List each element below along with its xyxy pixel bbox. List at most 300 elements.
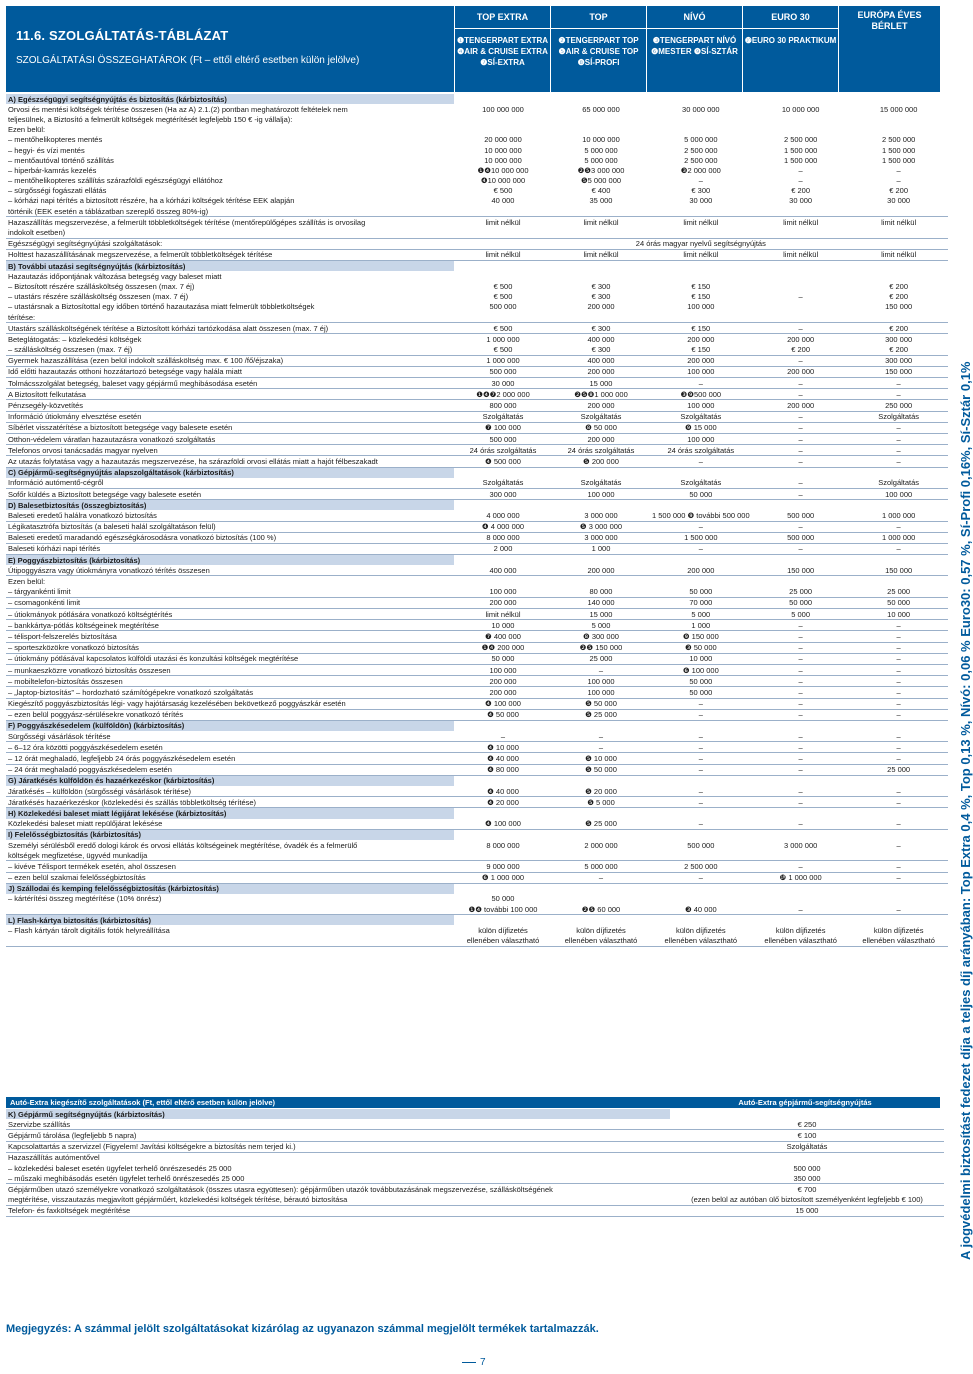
header-col-3	[646, 6, 742, 92]
row-value: –	[752, 709, 850, 720]
row-value: ❺ 50 000	[552, 698, 650, 709]
row-value: –	[650, 797, 752, 808]
row-value: € 500	[454, 323, 552, 334]
row-value: ellenében választható	[552, 936, 650, 947]
row-value	[850, 94, 948, 104]
row-value: 10 000	[850, 609, 948, 620]
row-value: külön díjfizetés	[775, 926, 826, 936]
row-value: külön díjfizetés	[576, 926, 626, 936]
row-label: Közlekedési baleset miatt repülőjárat lekésése	[6, 819, 454, 830]
row-value: limit nélkül	[485, 217, 521, 227]
row-value	[850, 500, 948, 511]
row-value: 500 000	[793, 1163, 821, 1173]
row-value: 50 000	[650, 687, 752, 698]
row-value	[752, 114, 850, 124]
row-value: 30 000 000	[682, 104, 720, 114]
row-label: Hazautazás időpontjának változása betegség vagy baleset miatt	[8, 271, 222, 281]
table-row	[6, 565, 948, 576]
row-value: 10 000 000	[582, 135, 620, 145]
row-label: Kiegészítő poggyászbiztosítás légi- vagy hajótársaság kezelésében bekövetkező poggyászkár esetén	[6, 698, 454, 709]
table-row	[6, 114, 948, 124]
row-value	[650, 808, 752, 819]
row-value	[752, 720, 850, 731]
row-value: 30 000	[454, 378, 552, 389]
row-value: ❺ 25 000	[552, 709, 650, 720]
row-value: –	[896, 176, 901, 186]
header-col-5	[838, 6, 940, 92]
row-label: Tolmácsszolgálat betegség, baleset vagy gépjármű meghibásodása esetén	[6, 378, 454, 389]
row-value: 1 000	[650, 620, 752, 631]
row-value	[850, 206, 948, 217]
row-value: –	[850, 698, 948, 709]
row-value	[650, 829, 752, 840]
table-row	[6, 576, 948, 587]
row-value: ❷❺ 60 000	[552, 904, 650, 915]
row-label: – kivéve Télisport termékek esetén, ahol összesen	[6, 861, 454, 872]
row-value: 300 000	[885, 334, 913, 344]
table-row	[6, 302, 948, 312]
row-label: költségek megfizetése, ügyvéd munkadíja	[6, 850, 454, 861]
header-col-2	[550, 6, 646, 92]
row-value: 30 000	[689, 196, 713, 206]
row-value: ❸ 40 000	[650, 904, 752, 915]
row-value	[752, 808, 850, 819]
row-value: –	[650, 786, 752, 797]
row-value: 350 000	[670, 1173, 944, 1184]
row-label: Személyi sérülésből eredő dologi károk és orvosi ellátás költségeinek megtérítése, óvadék és a felmerülő	[8, 840, 358, 850]
header-col-products: ❸TENGERPART NÍVÓ ❻MESTER ❾SÍ-SZTÁR	[651, 36, 738, 56]
row-value: 500 000	[752, 510, 850, 521]
section-row	[6, 467, 948, 478]
header-col-name: NÍVÓ	[647, 6, 742, 29]
header-title-block	[6, 6, 454, 92]
row-value: 8 000 000	[454, 532, 552, 543]
row-value: 100 000	[850, 488, 948, 499]
row-label: Gyermek hazaszállítása (ezen belül indokolt szállásköltség max. € 100 /fő/éjszaka)	[6, 355, 454, 366]
page-subtitle: SZOLGÁLTATÁSI ÖSSZEGHATÁROK (Ft – ettől eltérő esetben külön jelölve)	[16, 55, 360, 66]
row-label: C) Gépjármű-segítségnyújtás alapszolgáltatások (kárbiztosítás)	[6, 467, 454, 478]
row-value	[552, 261, 650, 272]
row-value: 15 000	[552, 609, 650, 620]
row-value: € 200	[791, 186, 811, 196]
header-col-products: ❿EURO 30 PRAKTIKUM	[744, 36, 837, 45]
row-label: történik (EEK esetén a táblázatban szereplő összeg 80%-ig)	[6, 206, 454, 217]
row-value: 50 000	[650, 676, 752, 687]
row-value: külön díjfizetés	[873, 926, 924, 936]
row-value: –	[650, 764, 752, 775]
row-label: – ezen belül poggyász-sérülésekre vonatkozó térítés	[6, 709, 454, 720]
row-value: ❺ 200 000	[552, 456, 650, 467]
row-value: 24 órás magyar nyelvű segítségnyújtás	[454, 238, 948, 249]
row-value: –	[850, 521, 948, 532]
row-value	[552, 808, 650, 819]
row-value	[454, 829, 552, 840]
row-value: 400 000	[454, 565, 552, 576]
row-label: – mentőautóval történő szállítás	[8, 155, 114, 165]
row-value: € 500	[454, 345, 552, 356]
auto-extra-header	[6, 1097, 940, 1108]
row-value: ❷❺❽1 000 000	[552, 389, 650, 400]
row-value: limit nélkül	[783, 217, 819, 227]
table-row	[6, 1152, 944, 1163]
row-value: 200 000	[752, 400, 850, 411]
row-value	[650, 883, 752, 894]
row-value: ❿ 1 000 000	[752, 872, 850, 883]
row-value: 150 000	[885, 302, 913, 312]
table-row	[6, 532, 948, 543]
row-value: ❾ 15 000	[650, 422, 752, 433]
row-value	[752, 227, 850, 238]
row-value	[454, 775, 552, 786]
row-value: 10 000	[454, 620, 552, 631]
row-value: limit nélkül	[454, 609, 552, 620]
row-value: –	[454, 731, 552, 742]
row-value: –	[850, 445, 948, 456]
row-value: limit nélkül	[552, 249, 650, 260]
table-row	[6, 1205, 944, 1216]
row-value: 2 000	[454, 543, 552, 554]
row-value	[752, 850, 850, 861]
row-label: Idő előtti hazautazás otthoni hozzátartozó betegsége vagy halála miatt	[6, 366, 454, 377]
row-label: Sürgősségi vásárlások térítése	[6, 731, 454, 742]
table-row	[6, 764, 948, 775]
row-value	[752, 576, 850, 587]
row-value: –	[552, 872, 650, 883]
row-value: 25 000	[552, 653, 650, 664]
row-value: 200 000	[650, 355, 752, 366]
row-value	[752, 500, 850, 511]
row-value: –	[850, 904, 948, 915]
row-value: 3 000 000	[552, 532, 650, 543]
row-value: –	[752, 861, 850, 872]
row-value: 100 000	[552, 676, 650, 687]
row-value: ❽ 50 000	[552, 422, 650, 433]
row-value: –	[896, 840, 901, 850]
row-value: –	[850, 861, 948, 872]
row-value: 80 000	[552, 587, 650, 598]
row-label: Információ útiokmány elvesztése esetén	[6, 411, 454, 422]
row-label: A Biztosított felkutatása	[6, 389, 454, 400]
table-row	[6, 861, 948, 872]
row-value	[454, 808, 552, 819]
row-value	[650, 500, 752, 511]
row-value: –	[698, 176, 703, 186]
row-label: Pénzsegély-közvetítés	[6, 400, 454, 411]
row-value: ❷❺ 150 000	[552, 642, 650, 653]
row-value: 500 000	[752, 532, 850, 543]
row-value: 100 000	[687, 302, 715, 312]
row-label: Gépjárműben utazó személyekre vonatkozó szolgáltatások (összes utasra együttesen): gépjárműben utazók továbbutazásának megszervezése, szállásköltségének	[8, 1184, 553, 1194]
row-value: 15 000 000	[879, 104, 918, 114]
row-value: –	[850, 797, 948, 808]
row-value	[454, 261, 552, 272]
row-label: – 24 órát meghaladó poggyászkésedelem esetén	[6, 764, 454, 775]
row-value	[552, 883, 650, 894]
row-value	[650, 271, 752, 281]
row-label: Kapcsolattartás a szervizzel (Figyelem! Javítási költségekre a biztosítás nem terjed ki.)	[6, 1141, 670, 1152]
row-value: 5 000 000	[584, 155, 618, 165]
row-value	[552, 555, 650, 566]
table-header	[6, 6, 940, 92]
row-label: – műszaki meghibásodás esetén ügyfelet terhelő önrészesedés 25 000	[6, 1173, 670, 1184]
table-row	[6, 797, 948, 808]
row-value: 50 000	[454, 653, 552, 664]
header-col-name: EURO 30	[743, 6, 838, 29]
table-row	[6, 434, 948, 445]
row-value: –	[752, 488, 850, 499]
row-value	[552, 467, 650, 478]
row-value: –	[752, 521, 850, 532]
row-value	[552, 829, 650, 840]
row-value	[454, 125, 552, 135]
row-value: 200 000	[454, 597, 552, 608]
table-row	[6, 345, 948, 356]
row-value: Szolgáltatás	[552, 411, 650, 422]
row-value: 10 000 000	[484, 155, 522, 165]
row-value: –	[752, 355, 850, 366]
row-value: –	[752, 819, 850, 830]
row-value	[454, 271, 552, 281]
row-value	[650, 915, 752, 926]
row-value	[752, 915, 850, 926]
row-value: –	[752, 664, 850, 675]
row-value: € 150	[650, 323, 752, 334]
row-value	[552, 312, 650, 323]
auto-extra-header-right: Autó-Extra gépjármű-segítségnyújtás	[738, 1098, 872, 1107]
row-label: Otthon-védelem váratlan hazautazásra vonatkozó szolgáltatás	[6, 434, 454, 445]
row-value: ellenében választható	[752, 936, 850, 947]
row-value: Szolgáltatás	[850, 411, 948, 422]
row-value: –	[752, 797, 850, 808]
row-label: – 6–12 óra közötti poggyászkésedelem esetén	[6, 742, 454, 753]
row-value: Szolgáltatás	[454, 478, 552, 489]
table-row	[6, 936, 948, 947]
row-value: –	[752, 378, 850, 389]
row-value: Szolgáltatás	[552, 478, 650, 489]
section-row	[6, 720, 948, 731]
header-col-products: ❷TENGERPART TOP ❺AIR & CRUISE TOP ❽SÍ-PROFI	[558, 36, 639, 67]
table-row	[6, 366, 948, 377]
row-value: 400 000	[552, 355, 650, 366]
row-label: E) Poggyászbiztosítás (kárbiztosítás)	[6, 555, 454, 566]
row-label: Ezen belül:	[8, 125, 46, 135]
row-value: 200 000	[454, 676, 552, 687]
row-value	[454, 500, 552, 511]
row-value: 500 000	[489, 302, 517, 312]
row-value	[850, 261, 948, 272]
row-value: 2 500 000	[650, 861, 752, 872]
row-value: ❹ 80 000	[454, 764, 552, 775]
row-value: –	[752, 731, 850, 742]
table-row	[6, 709, 948, 720]
row-value: –	[650, 819, 752, 830]
table-row	[6, 186, 948, 196]
row-value: –	[752, 323, 850, 334]
row-value: 9 000 000	[454, 861, 552, 872]
table-row	[6, 378, 948, 389]
row-value: 300 000	[850, 355, 948, 366]
row-value: ❹ 100 000	[454, 819, 552, 830]
table-row	[6, 104, 948, 114]
row-value: ❸ 50 000	[650, 642, 752, 653]
table-row	[6, 510, 948, 521]
row-value: ❹ 100 000	[454, 698, 552, 709]
table-row	[6, 786, 948, 797]
row-value: Szolgáltatás	[650, 411, 752, 422]
row-value: 500 000	[454, 434, 552, 445]
row-value: ❹ 50 000	[454, 709, 552, 720]
row-value: ❸2 000 000	[680, 165, 721, 175]
table-row	[6, 631, 948, 642]
row-label: – mentőhelikopteres mentés	[8, 135, 103, 145]
row-label: H) Közlekedési baleset miatt légijárat lekésése (kárbiztosítás)	[6, 808, 454, 819]
row-label: Gépjármű tárolása (legfeljebb 5 napra)	[6, 1130, 670, 1141]
row-value: –	[650, 709, 752, 720]
row-value: ❺ 50 000	[552, 764, 650, 775]
table-row	[6, 227, 948, 238]
auto-extra-table	[6, 1109, 944, 1217]
row-label: Ezen belül:	[8, 577, 46, 587]
row-value	[454, 850, 552, 861]
row-value: ❾ 150 000	[650, 631, 752, 642]
row-value: 100 000	[650, 366, 752, 377]
row-label: – 12 órát meghaladó, legfeljebb 24 órás poggyászkésedelem esetén	[6, 753, 454, 764]
row-value: 1 500 000	[783, 155, 818, 165]
header-col-name: EURÓPA ÉVES BÉRLET	[857, 10, 922, 31]
row-value	[752, 94, 850, 104]
table-row	[6, 840, 948, 850]
row-value: –	[650, 378, 752, 389]
row-label: Szervizbe szállítás	[6, 1119, 670, 1130]
row-value: 100 000 000	[482, 104, 524, 114]
row-value	[670, 1152, 944, 1163]
row-value: 2 500 000	[783, 135, 818, 145]
vertical-note-text: A jogvédelmi biztosítást fedezet díja a teljes díj arányában: Top Extra 0,4 %, Top 0,13 %, Nívó: 0,06 % Euro30: 0,57 %, Sí-Profi 0,16%, Sí-Sztár 0,1%	[958, 361, 973, 1260]
row-value	[752, 467, 850, 478]
row-value: 100 000	[650, 434, 752, 445]
row-label: megtérítése, visszautazás megjavított gépjárműért, közlekedési költségek térítése, bérautó biztosítása	[6, 1195, 670, 1206]
row-value: 8 000 000	[486, 840, 520, 850]
table-row	[6, 323, 948, 334]
row-label: – sporteszközökre vonatkozó biztosítás	[6, 642, 454, 653]
row-value: –	[752, 389, 850, 400]
row-label: – kártérítési összeg megtérítése (10% önrész)	[8, 894, 162, 904]
row-label: – utastárs részére szállásköltség összesen (max. 7 éj)	[8, 292, 189, 302]
row-value	[752, 555, 850, 566]
row-value	[454, 227, 552, 238]
table-row	[6, 872, 948, 883]
row-value: ❹ 40 000	[454, 786, 552, 797]
table-row	[6, 753, 948, 764]
row-value: –	[752, 422, 850, 433]
row-value: külön díjfizetés	[478, 926, 528, 936]
row-value: –	[850, 456, 948, 467]
row-label: Orvosi és mentési költségek térítése összesen (Ha az A) 2.1.(2) pontban meghatározott feltételek nem	[8, 104, 348, 114]
table-row	[6, 1130, 944, 1141]
row-value: 150 000	[850, 565, 948, 576]
row-value: € 200	[889, 292, 909, 302]
row-value: 200 000	[787, 334, 815, 344]
row-value: 25 000	[850, 587, 948, 598]
row-value: € 150	[650, 345, 752, 356]
row-value: –	[650, 753, 752, 764]
row-value	[650, 227, 752, 238]
row-value: 40 000	[491, 196, 515, 206]
row-value	[752, 206, 850, 217]
row-value: 150 000	[752, 565, 850, 576]
row-value: –	[798, 165, 803, 175]
row-value: 1 500 000	[650, 532, 752, 543]
row-value	[552, 894, 650, 904]
header-col-1	[454, 6, 550, 92]
row-value	[650, 555, 752, 566]
row-value: ❹ 10 000	[454, 742, 552, 753]
service-table	[6, 94, 948, 947]
row-value: –	[752, 687, 850, 698]
page-number: 7	[462, 1357, 486, 1368]
row-value: € 200	[850, 345, 948, 356]
row-value: 2 000 000	[584, 840, 618, 850]
table-row	[6, 731, 948, 742]
row-value	[850, 775, 948, 786]
row-value: 200 000	[587, 302, 615, 312]
header-col-name: TOP	[551, 6, 646, 29]
row-value: € 250	[670, 1119, 944, 1130]
row-value: –	[752, 620, 850, 631]
row-value: 25 000	[850, 764, 948, 775]
row-value	[752, 894, 850, 904]
row-value: ❺ 25 000	[552, 819, 650, 830]
row-value	[850, 894, 948, 904]
row-value: 30 000	[789, 196, 813, 206]
row-value: –	[850, 664, 948, 675]
row-value: € 100	[670, 1130, 944, 1141]
table-row	[6, 664, 948, 675]
table-row	[6, 445, 948, 456]
table-row	[6, 217, 948, 228]
row-label: – munkaeszközre vonatkozó biztosítás összesen	[6, 664, 454, 675]
row-value: 5 000 000	[552, 861, 650, 872]
table-row	[6, 904, 948, 915]
row-value: 2 500 000	[881, 135, 916, 145]
row-value	[552, 114, 650, 124]
row-label: – mobiltelefon-biztosítás összesen	[6, 676, 454, 687]
row-value	[650, 467, 752, 478]
row-value: 3 000 000	[552, 510, 650, 521]
table-row	[6, 125, 948, 135]
row-value: ❽ 300 000	[552, 631, 650, 642]
row-value: € 300	[691, 186, 711, 196]
row-value	[454, 467, 552, 478]
row-value: 24 órás szolgáltatás	[552, 445, 650, 456]
row-value: ❺ 5 000	[552, 797, 650, 808]
row-label: – hegyi- és vízi mentés	[8, 145, 85, 155]
row-label	[6, 936, 454, 947]
row-value: –	[752, 698, 850, 709]
row-value: 3 000 000	[783, 840, 818, 850]
row-value: 15 000	[552, 378, 650, 389]
row-label: Utastárs szállásköltségének térítése a Biztosított kórházi tartózkodása alatt összesen (max. 7 éj)	[6, 323, 454, 334]
row-value: ❸❾500 000	[650, 389, 752, 400]
row-value: 200 000	[650, 565, 752, 576]
row-label: B) További utazási segítségnyújtás (kárbiztosítás)	[6, 261, 454, 272]
header-col-name: TOP EXTRA	[455, 6, 550, 29]
table-row	[6, 488, 948, 499]
section-row	[6, 775, 948, 786]
row-label: Baleseti eredetű halálra vonatkozó biztosítás	[6, 510, 454, 521]
row-label: Egészségügyi segítségnyújtási szolgáltatások:	[6, 238, 454, 249]
row-value: 200 000	[552, 565, 650, 576]
